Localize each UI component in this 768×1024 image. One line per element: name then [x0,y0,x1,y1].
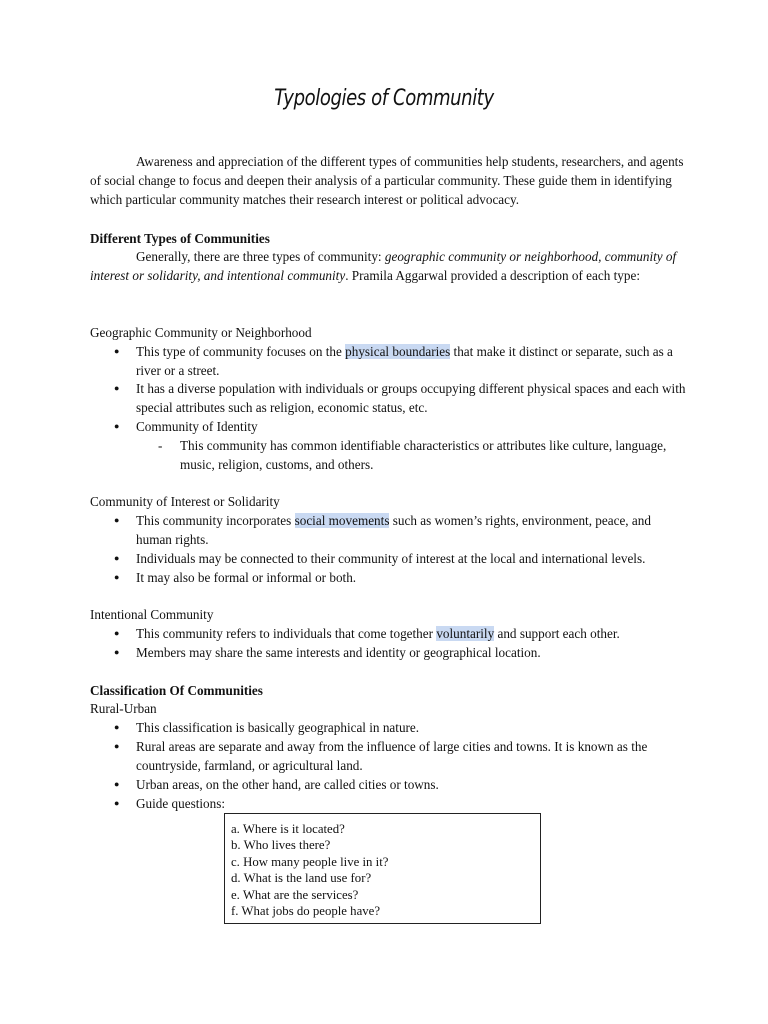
list-item [90,737,690,775]
bullet-icon: ● [114,722,120,732]
types-lead: Generally, there are three types of community: [136,249,385,264]
geo-b2: It has a diverse population with individuals or groups occupying different physical spaces and each with special attributes such as religion, economic status, etc. [136,381,686,416]
guide-question: e. What are the services? [231,887,359,902]
list-item [90,417,690,436]
sub-list-item [136,436,696,474]
list-item [90,549,690,568]
guide-question: f. What jobs do people have? [231,904,381,919]
interest-heading: Community of Interest or Solidarity [90,494,280,509]
list-item [90,794,690,813]
interest-b1-post: such as women’s rights, environment, peace, and human rights. [136,513,651,548]
bullet-icon: ● [114,779,120,789]
bullet-icon: ● [114,346,120,356]
intentional-b2: Members may share the same interests and identity or geographical location. [136,645,541,660]
list-item [90,718,690,737]
geo-b1-pre: This type of community focuses on the [136,344,346,359]
guide-question: a. Where is it located? [231,822,345,836]
geo-heading: Geographic Community or Neighborhood [90,325,312,340]
geo-b1-post: that make it distinct or separate, such as a river or a street. [136,344,673,379]
bullet-icon: ● [114,421,120,431]
types-tail: . Pramila Aggarwal provided a description of each type: [345,268,640,284]
intentional-heading: Intentional Community [90,607,214,622]
intentional-b1-post: and support each other. [494,626,620,641]
classification-heading: Classification Of Communities [90,683,263,698]
geo-b3: Community of Identity [136,419,258,434]
intro-paragraph: Awareness and appreciation of the different types of communities help students, researchers, and agents of social change to focus and deepen their analysis of a particular community. These guide them in identifying which particular community matches their research interest or political advocacy. [90,154,684,208]
bullet-icon: ● [114,628,120,638]
interest-b1-pre: This community incorporates [136,513,295,528]
types-italic: geographic community or neighborhood, community of interest or solidarity, and intentional community [90,249,677,284]
bullet-icon: ● [114,383,120,393]
dash-icon: - [158,438,163,453]
list-item [90,379,690,417]
bullet-icon: ● [114,798,120,808]
guide-question: d. What is the land use for? [231,871,372,886]
interest-b2: Individuals may be connected to their community of interest at the local and international levels. [136,551,646,566]
list-item [90,624,690,643]
document-title: Typologies of Community [274,86,494,111]
bullet-icon: ● [114,647,120,657]
list-item [90,568,690,587]
classification-b3: Urban areas, on the other hand, are called cities or towns. [136,777,439,792]
classification-b4: Guide questions: [136,796,226,811]
section-heading-types: Different Types of Communities [90,231,270,246]
interest-b3: It may also be formal or informal or both. [136,570,357,585]
geo-sub1: This community has common identifiable characteristics or attributes like culture, language, music, religion, customs, and others. [180,438,667,473]
highlight-physical-boundaries: physical boundaries [345,344,451,359]
list-item [90,775,690,794]
types-paragraph [90,247,690,285]
guide-questions-box [224,813,541,924]
classification-b1: This classification is basically geographical in nature. [136,720,420,735]
rural-urban-heading: Rural-Urban [90,701,157,716]
bullet-icon: ● [114,515,120,525]
highlight-social-movements: social movements [294,513,390,528]
list-item [90,511,690,549]
list-item [90,342,690,380]
bullet-icon: ● [114,741,120,751]
guide-question: c. How many people live in it? [231,854,389,869]
guide-question: b. Who lives there? [231,838,331,853]
classification-b2: Rural areas are separate and away from the influence of large cities and towns. It is known as the countryside, farmland, or agricultural land. [136,739,648,774]
bullet-icon: ● [114,553,120,563]
intentional-b1-pre: This community refers to individuals that come together [136,626,437,641]
highlight-voluntarily: voluntarily [436,626,495,641]
list-item [90,643,690,662]
bullet-icon: ● [114,572,120,582]
